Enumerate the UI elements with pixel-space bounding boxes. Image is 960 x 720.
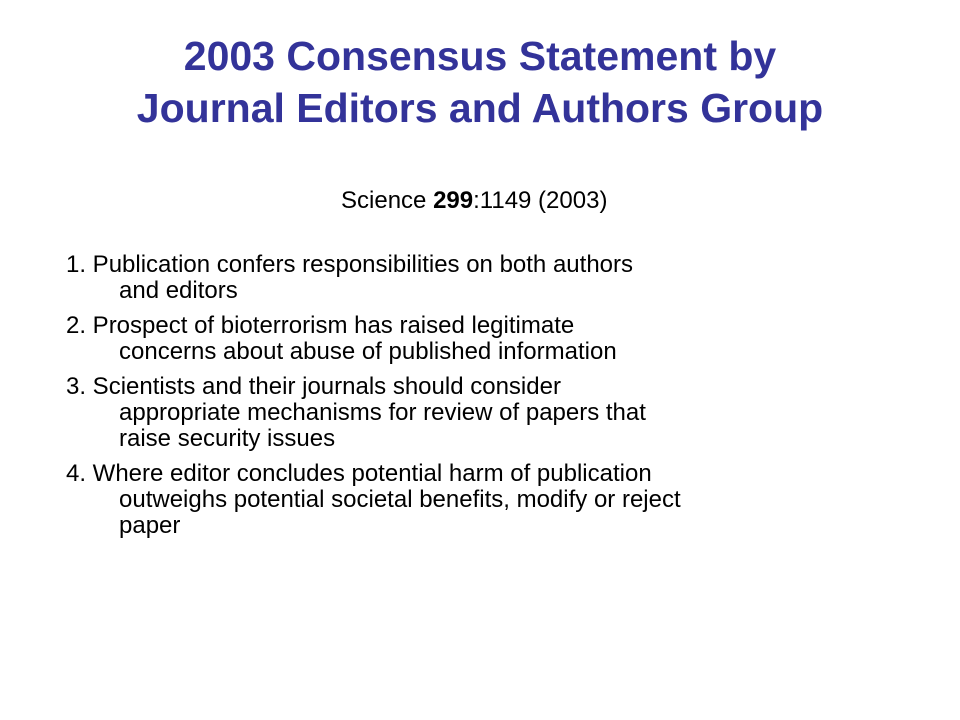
point-line: outweighs potential societal benefits, modify or reject <box>119 486 681 513</box>
point-line: appropriate mechanisms for review of papers that <box>119 399 646 426</box>
point-line: 1. Publication confers responsibilities on both authors <box>66 251 633 278</box>
point-line: paper <box>119 512 181 539</box>
point-line: 4. Where editor concludes potential harm of publication <box>66 460 652 487</box>
slide-title <box>40 30 920 134</box>
citation-pages-year: :1149 (2003) <box>473 187 608 214</box>
consensus-points-list <box>66 252 896 548</box>
point-line: raise security issues <box>119 425 336 452</box>
consensus-point-3 <box>66 374 896 452</box>
point-line: 3. Scientists and their journals should consider <box>66 373 561 400</box>
consensus-point-4 <box>66 461 896 539</box>
citation <box>341 186 607 216</box>
point-line: and editors <box>119 277 238 304</box>
point-line: 2. Prospect of bioterrorism has raised legitimate <box>66 312 575 339</box>
consensus-point-2 <box>66 313 896 365</box>
citation-journal: Science <box>341 187 434 214</box>
point-line: concerns about abuse of published information <box>119 338 617 365</box>
title-line-1: 2003 Consensus Statement by <box>183 33 777 79</box>
citation-volume: 299 <box>433 187 474 214</box>
title-line-2: Journal Editors and Authors Group <box>136 85 824 131</box>
consensus-point-1 <box>66 252 896 304</box>
